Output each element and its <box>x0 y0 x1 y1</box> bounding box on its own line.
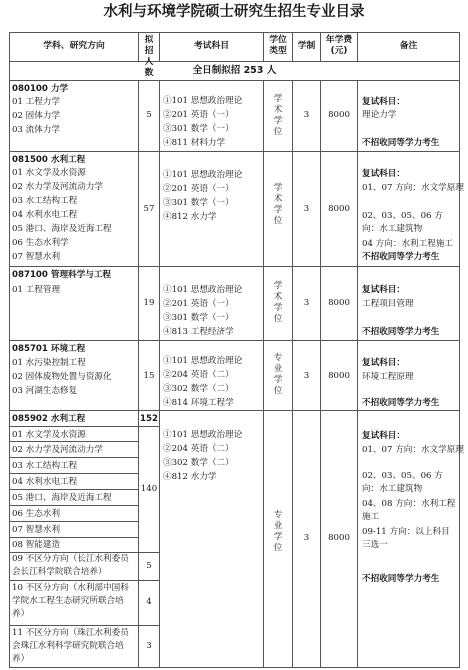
retest-item: 理论力学 <box>362 110 397 120</box>
degree-type: 学术学位 <box>273 281 283 324</box>
major-code: 081500 水利工程 <box>12 155 86 165</box>
sub-divider <box>9 537 138 538</box>
col-divider <box>263 80 264 668</box>
header-notes: 备注 <box>399 41 418 51</box>
exam-item: ②204 英语（二） <box>163 444 234 454</box>
plan-count: 3 <box>146 641 152 651</box>
plan-count: 140 <box>140 484 158 494</box>
col-divider <box>159 80 160 668</box>
sub-divider <box>9 580 159 581</box>
no-equiv-note: 不招收同等学力考生 <box>362 327 440 337</box>
direction-item: 02 固体废物处置与资源化 <box>12 372 112 382</box>
degree-type: 学术学位 <box>273 183 283 226</box>
retest-item: 04 方向：水利工程施工 <box>362 239 454 249</box>
retest-item: 09-11 方向：以上科目三选一 <box>362 527 450 550</box>
exam-item: ④814 环境工程学 <box>163 398 234 408</box>
direction-item: 06 生态水利 <box>12 509 61 519</box>
col-divider <box>320 32 321 61</box>
retest-item: 04、08 方向：水利工程施工 <box>362 499 456 522</box>
col-divider <box>138 32 139 61</box>
row-divider <box>9 340 460 341</box>
table-border-bottom <box>9 667 460 668</box>
degree-type: 专业学位 <box>273 353 283 396</box>
retest-item: 02、03、05、06 方向：水工建筑物 <box>362 471 443 494</box>
table-border-top <box>9 32 460 33</box>
sub-divider <box>9 473 138 474</box>
direction-item: 03 水工结构工程 <box>12 196 78 206</box>
retest-item: 环境工程原理 <box>362 372 414 382</box>
direction-item: 01 水文学及水资源 <box>12 168 86 178</box>
duration: 3 <box>303 110 310 120</box>
retest-item: 02、03、05、06 方向：水工建筑物 <box>362 211 443 234</box>
sub-divider <box>9 625 159 626</box>
exam-item: ④811 材料力学 <box>163 138 226 148</box>
retest-item: 01、07 方向：水文学原理 <box>362 183 464 193</box>
direction-item: 03 河湖生态修复 <box>12 386 78 396</box>
major-code: 085701 环境工程 <box>12 344 86 354</box>
sub-divider <box>9 489 138 490</box>
degree-type: 专业学位 <box>273 510 283 553</box>
sub-divider <box>9 457 138 458</box>
duration: 3 <box>303 204 310 214</box>
retest-title: 复试科目： <box>362 97 405 107</box>
exam-item: ①101 思想政治理论 <box>163 430 243 440</box>
plan-count: 4 <box>146 597 152 607</box>
retest-title: 复试科目： <box>362 358 405 368</box>
row-divider <box>9 410 460 411</box>
sub-divider <box>9 426 159 427</box>
header-duration: 学制 <box>297 41 316 51</box>
direction-item: 06 生态水利学 <box>12 238 69 248</box>
page-title: 水利与环境学院硕士研究生招生专业目录 <box>103 4 365 20</box>
direction-item: 02 固体力学 <box>12 111 61 121</box>
header-plan: 拟招人数 <box>144 35 154 78</box>
fee: 8000 <box>328 298 350 308</box>
exam-item: ①101 思想政治理论 <box>163 170 243 180</box>
direction-item: 04 水利水电工程 <box>12 210 78 220</box>
direction-item: 01 工程力学 <box>12 97 61 107</box>
exam-item: ③302 数学（二） <box>163 458 234 468</box>
header-exam: 考试科目 <box>193 41 230 51</box>
major-code: 080100 力学 <box>12 84 69 94</box>
direction-item: 02 水力学及河流动力学 <box>12 445 104 455</box>
table-border-right <box>459 32 460 668</box>
plan-count: 57 <box>143 204 155 214</box>
header-degree: 学位类型 <box>269 35 287 56</box>
fulltime-divider <box>9 80 460 81</box>
exam-item: ①101 思想政治理论 <box>163 356 243 366</box>
table-border-left <box>9 32 10 668</box>
exam-item: ③302 数学（二） <box>163 384 234 394</box>
fulltime-label: 全日制拟招 253 人 <box>192 65 277 76</box>
exam-item: ②201 英语（一） <box>163 110 234 120</box>
direction-item: 03 水工结构工程 <box>12 461 78 471</box>
plan-count: 15 <box>143 371 155 381</box>
direction-item: 08 智能建造 <box>12 540 61 550</box>
direction-item: 05 港口、海岸及近海工程 <box>12 224 112 234</box>
exam-item: ①101 思想政治理论 <box>163 96 243 106</box>
direction-item: 01 工程管理 <box>12 285 61 295</box>
no-equiv-note: 不招收同等学力考生 <box>362 574 440 584</box>
fee: 8000 <box>328 110 350 120</box>
header-divider <box>9 61 460 62</box>
major-code: 085902 水利工程 <box>12 414 86 424</box>
direction-item: 09 不区分方向（长江水利委员会长江科学院联合培养） <box>12 554 129 577</box>
fee: 8000 <box>328 371 350 381</box>
direction-item: 01 水文学及水资源 <box>12 430 86 440</box>
exam-item: ③301 数学（一） <box>163 313 234 323</box>
plan-count: 5 <box>146 561 152 571</box>
sub-divider <box>9 505 138 506</box>
header-major: 学科、研究方向 <box>43 41 105 51</box>
retest-item: 01、07 方向：水文学原理 <box>362 445 464 455</box>
exam-item: ②204 英语（二） <box>163 370 234 380</box>
plan-count: 5 <box>146 110 152 120</box>
degree-type: 学术学位 <box>273 94 283 137</box>
no-equiv-note: 不招收同等学力考生 <box>362 252 440 262</box>
row-divider <box>9 151 460 152</box>
retest-title: 复试科目： <box>362 285 405 295</box>
exam-item: ④812 水力学 <box>163 212 217 222</box>
exam-item: ③301 数学（一） <box>163 124 234 134</box>
direction-item: 05 港口、海岸及近海工程 <box>12 493 112 503</box>
sub-divider <box>9 521 138 522</box>
exam-item: ④812 水力学 <box>163 472 217 482</box>
no-equiv-note: 不招收同等学力考生 <box>362 138 440 148</box>
exam-item: ③301 数学（一） <box>163 198 234 208</box>
row-divider <box>9 266 460 267</box>
exam-item: ④813 工程经济学 <box>163 327 234 337</box>
duration: 3 <box>303 298 310 308</box>
plan-count: 152 <box>140 414 158 424</box>
col-divider <box>263 32 264 61</box>
direction-item: 04 水利水电工程 <box>12 477 78 487</box>
header-fee: 年学费(元) <box>325 35 353 56</box>
direction-item: 01 水污染控制工程 <box>12 358 86 368</box>
retest-title: 复试科目： <box>362 431 405 441</box>
exam-item: ②201 英语（一） <box>163 184 234 194</box>
duration: 3 <box>303 533 310 543</box>
direction-item: 03 流体力学 <box>12 125 61 135</box>
duration: 3 <box>303 371 310 381</box>
exam-item: ①101 思想政治理论 <box>163 285 243 295</box>
direction-item: 02 水力学及河流动力学 <box>12 182 104 192</box>
exam-item: ②201 英语（一） <box>163 299 234 309</box>
direction-item: 07 智慧水利 <box>12 252 61 262</box>
retest-item: 工程项目管理 <box>362 299 414 309</box>
direction-item: 07 智慧水利 <box>12 525 61 535</box>
fee: 8000 <box>328 533 350 543</box>
plan-count: 19 <box>143 298 155 308</box>
direction-item: 10 不区分方向（水利部中国科学院水工程生态研究所联合培养） <box>12 583 129 619</box>
direction-item: 11 不区分方向（珠江水利委员会珠江水利科学研究院联合培养） <box>12 628 129 664</box>
col-divider <box>357 80 358 668</box>
retest-title: 复试科目： <box>362 169 405 179</box>
no-equiv-note: 不招收同等学力考生 <box>362 398 440 408</box>
major-code: 087100 管理科学与工程 <box>12 270 112 280</box>
fee: 8000 <box>328 204 350 214</box>
